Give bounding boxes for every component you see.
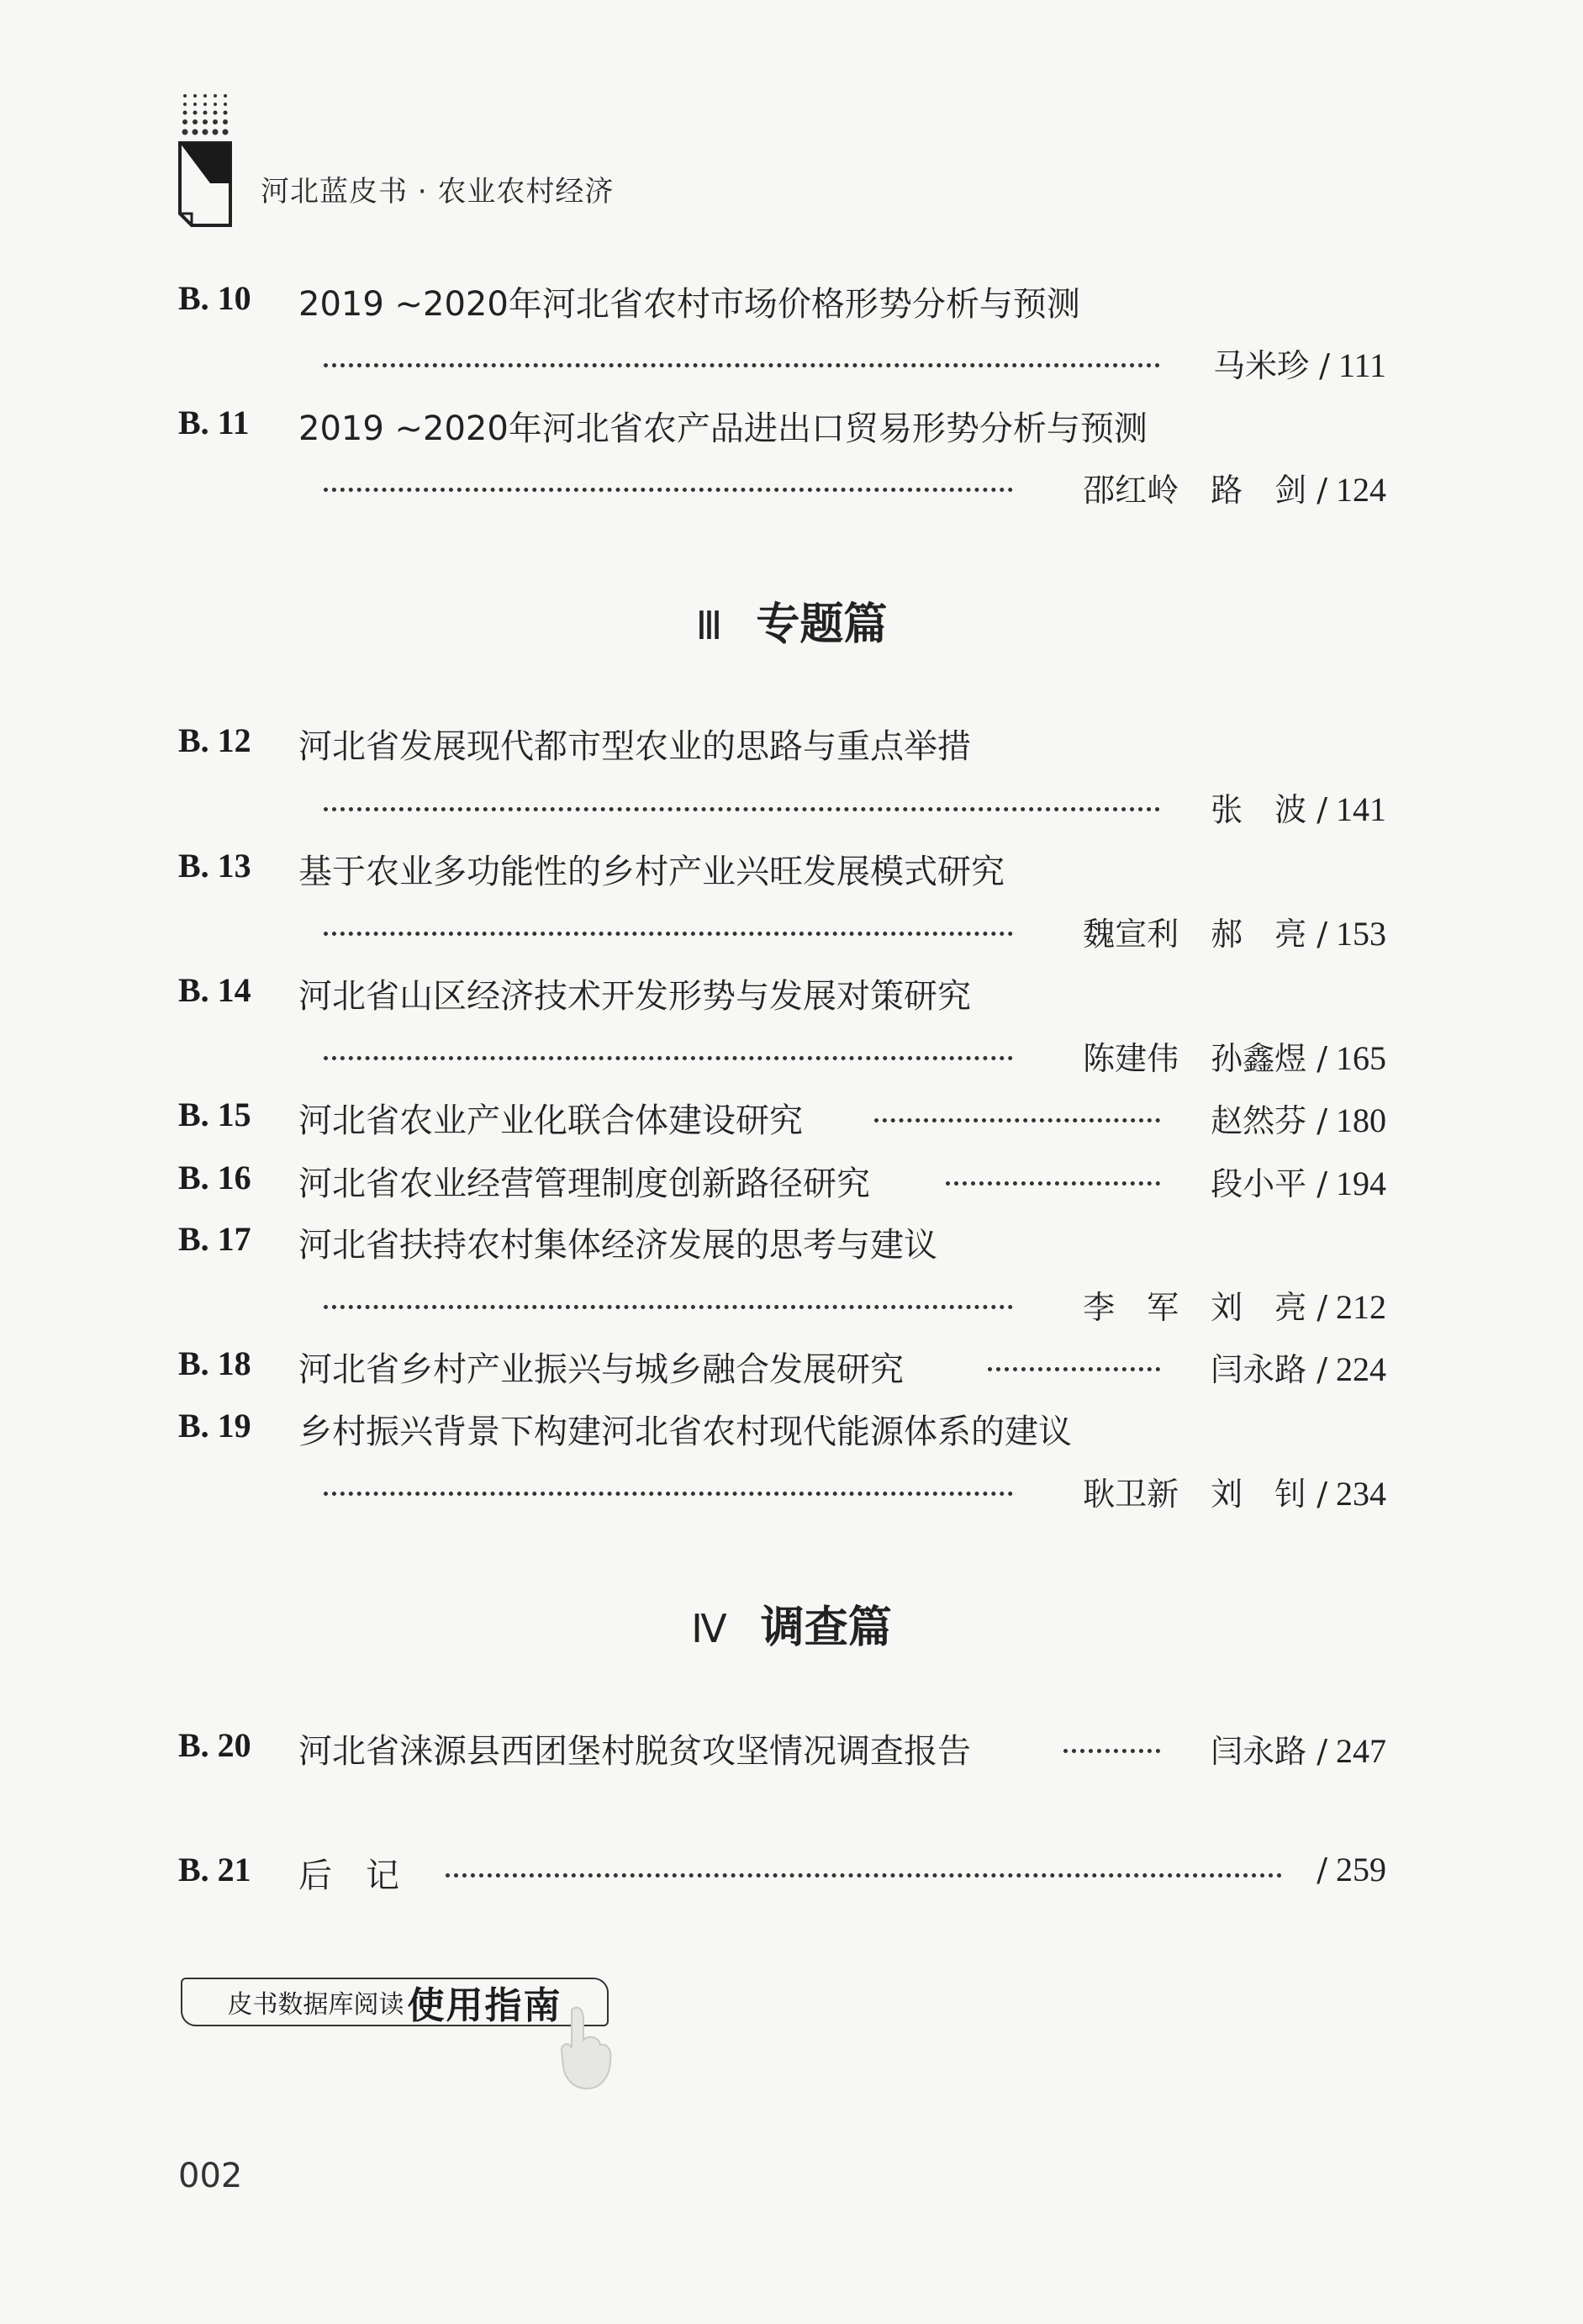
book-logo-icon xyxy=(177,91,235,234)
entry-code: B. 11 xyxy=(178,404,250,441)
entry-title: 河北省山区经济技术开发形势与发展对策研究 xyxy=(298,977,971,1016)
dot-leader xyxy=(874,1118,1160,1122)
entry-right xyxy=(1083,1468,1386,1514)
slash-separator: / xyxy=(1319,347,1330,384)
entry-authors: 马米珍 xyxy=(1213,347,1310,384)
entry-authors: 张 波 xyxy=(1211,791,1307,828)
entry-authors: 陈建伟 孙鑫煜 xyxy=(1083,1040,1307,1077)
entry-authors: 邵红岭 路 剑 xyxy=(1083,472,1307,509)
slash-separator: / xyxy=(1317,1851,1327,1888)
guide-big-text: 使用指南 xyxy=(407,1984,562,2027)
dot-leader xyxy=(324,807,1160,811)
entry-page: 234 xyxy=(1336,1475,1386,1513)
entry-title: 2019 ~2020年河北省农村市场价格形势分析与预测 xyxy=(298,285,1080,324)
entry-right xyxy=(1083,1281,1386,1328)
section-heading xyxy=(0,589,1583,652)
entry-authors: 段小平 xyxy=(1211,1165,1307,1202)
entry-page: 194 xyxy=(1336,1165,1386,1202)
slash-separator: / xyxy=(1317,1289,1327,1326)
entry-right xyxy=(1213,340,1386,386)
section-title: 调查篇 xyxy=(760,1603,892,1653)
dot-leader xyxy=(324,1056,1013,1060)
slash-separator: / xyxy=(1317,1733,1327,1770)
entry-right xyxy=(1083,908,1386,954)
section-numeral: Ⅳ xyxy=(691,1606,727,1651)
entry-title: 河北省发展现代都市型农业的思路与重点举措 xyxy=(298,727,971,766)
entry-authors: 李 军 刘 亮 xyxy=(1083,1289,1307,1326)
entry-code: B. 12 xyxy=(178,721,251,759)
series-title: 河北蓝皮书 · 农业农村经济 xyxy=(261,175,615,209)
dot-leader xyxy=(324,488,1013,492)
entry-authors: 闫永路 xyxy=(1211,1351,1307,1388)
slash-separator: / xyxy=(1317,791,1327,828)
entry-page: 247 xyxy=(1336,1732,1386,1770)
section-title: 专题篇 xyxy=(756,599,888,650)
entry-code: B. 21 xyxy=(178,1851,251,1888)
entry-authors: 闫永路 xyxy=(1211,1733,1307,1770)
entry-page: 180 xyxy=(1336,1101,1386,1139)
slash-separator: / xyxy=(1317,916,1327,953)
entry-title: 河北省扶持农村集体经济发展的思考与建议 xyxy=(298,1226,937,1265)
dot-leader xyxy=(1063,1749,1160,1753)
entry-code: B. 20 xyxy=(178,1726,251,1764)
dot-leader xyxy=(324,363,1160,367)
dot-leader xyxy=(324,932,1013,936)
entry-authors: 赵然芬 xyxy=(1211,1102,1307,1139)
database-guide-badge[interactable] xyxy=(181,1978,609,2026)
dot-leader xyxy=(446,1873,1282,1878)
dot-leader xyxy=(324,1305,1013,1309)
entry-title: 乡村振兴背景下构建河北省农村现代能源体系的建议 xyxy=(298,1413,1072,1451)
entry-right xyxy=(1211,1344,1386,1390)
slash-separator: / xyxy=(1317,1351,1327,1388)
entry-right xyxy=(1211,1158,1386,1204)
entry-title: 河北省农业经营管理制度创新路径研究 xyxy=(298,1165,870,1203)
entry-page: 212 xyxy=(1336,1288,1386,1326)
entry-code: B. 16 xyxy=(178,1159,251,1196)
pointing-hand-icon xyxy=(555,2001,614,2094)
entry-code: B. 14 xyxy=(178,971,251,1009)
entry-right xyxy=(1083,1033,1386,1079)
dot-leader xyxy=(324,1492,1013,1496)
slash-separator: / xyxy=(1317,1102,1327,1139)
entry-right xyxy=(1211,1725,1386,1772)
entry-title: 基于农业多功能性的乡村产业兴旺发展模式研究 xyxy=(298,853,1005,891)
entry-code: B. 19 xyxy=(178,1407,251,1445)
entry-right xyxy=(1306,1850,1386,1889)
entry-right xyxy=(1211,1095,1386,1141)
entry-title: 河北省农业产业化联合体建设研究 xyxy=(298,1101,803,1140)
entry-page: 111 xyxy=(1338,346,1386,384)
page-number: 002 xyxy=(178,2157,243,2195)
entry-page: 259 xyxy=(1336,1851,1386,1888)
section-numeral: Ⅲ xyxy=(695,603,723,648)
slash-separator: / xyxy=(1317,1040,1327,1077)
entry-page: 153 xyxy=(1336,915,1386,953)
dot-leader xyxy=(946,1181,1160,1186)
entry-code: B. 13 xyxy=(178,847,251,885)
entry-authors: 魏宣利 郝 亮 xyxy=(1083,916,1307,953)
entry-title: 河北省乡村产业振兴与城乡融合发展研究 xyxy=(298,1350,904,1389)
entry-code: B. 17 xyxy=(178,1220,251,1258)
entry-authors: 耿卫新 刘 钊 xyxy=(1083,1476,1307,1513)
guide-small-text: 皮书数据库阅读 xyxy=(227,1990,404,2020)
entry-right xyxy=(1083,464,1386,510)
section-heading xyxy=(0,1592,1583,1655)
slash-separator: / xyxy=(1317,1476,1327,1513)
entry-page: 141 xyxy=(1336,790,1386,828)
entry-page: 165 xyxy=(1336,1039,1386,1077)
entry-title: 河北省涞源县西团堡村脱贫攻坚情况调查报告 xyxy=(298,1732,971,1771)
slash-separator: / xyxy=(1317,472,1327,509)
entry-title: 2019 ~2020年河北省农产品进出口贸易形势分析与预测 xyxy=(298,409,1148,448)
running-header xyxy=(177,91,765,234)
entry-page: 124 xyxy=(1336,471,1386,509)
dot-leader xyxy=(988,1367,1160,1371)
entry-code: B. 10 xyxy=(178,279,251,317)
entry-code: B. 15 xyxy=(178,1096,251,1133)
entry-code: B. 18 xyxy=(178,1344,251,1382)
entry-title: 后 记 xyxy=(298,1857,399,1895)
entry-page: 224 xyxy=(1336,1350,1386,1388)
slash-separator: / xyxy=(1317,1165,1327,1202)
entry-right xyxy=(1211,784,1386,830)
